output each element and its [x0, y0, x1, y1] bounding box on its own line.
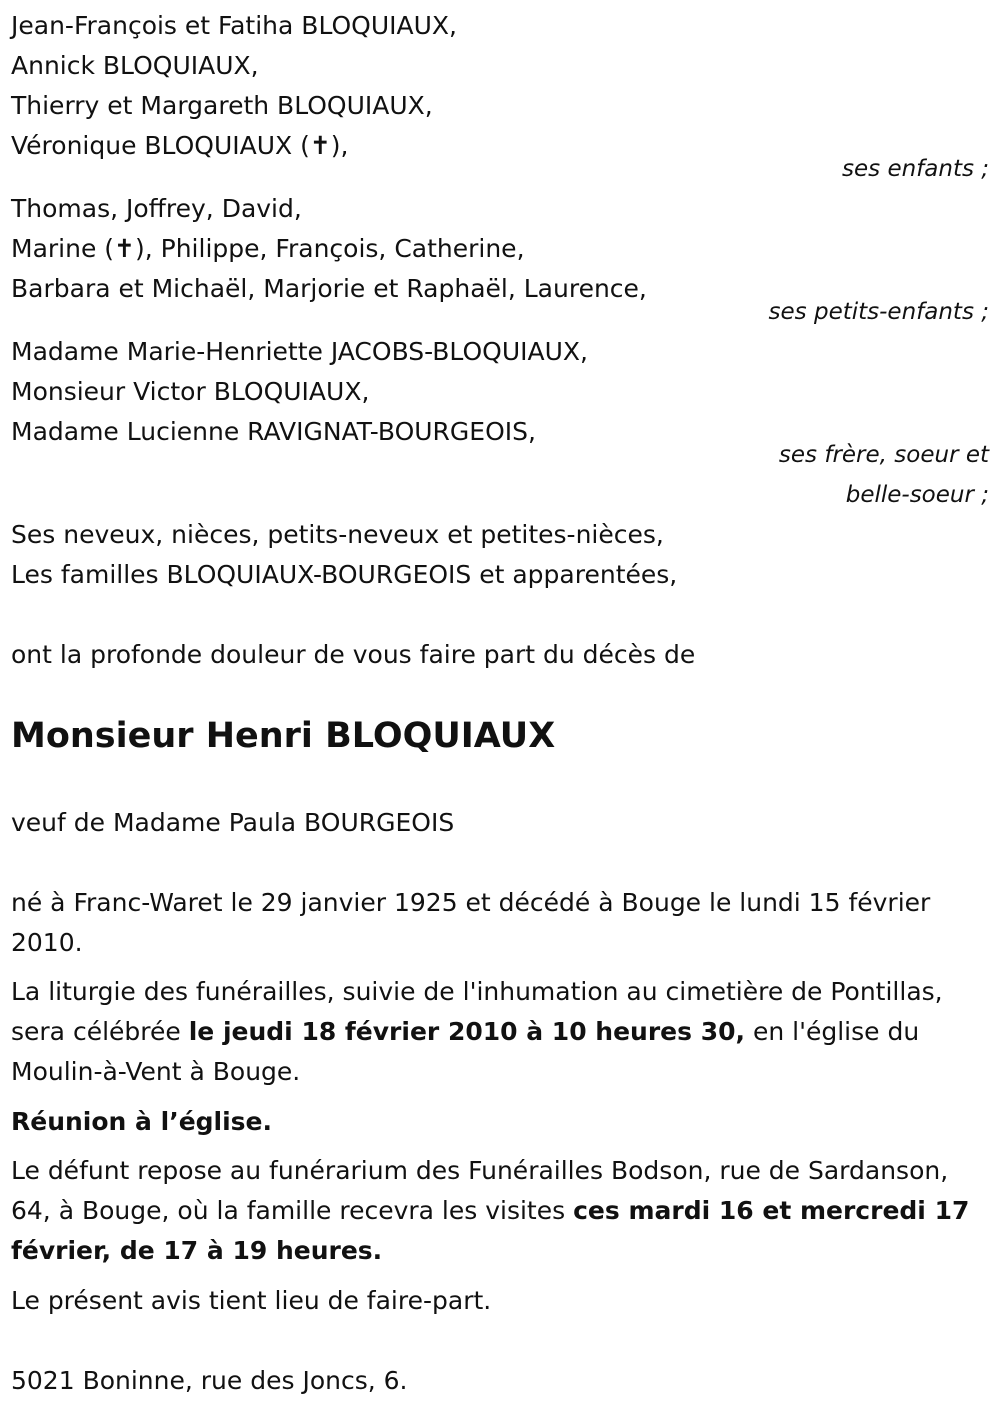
- birth-death-paragraph: né à Franc-Waret le 29 janvier 1925 et décédé à Bouge le lundi 15 février 2010.: [11, 888, 931, 957]
- sibling-line: Monsieur Victor BLOQUIAUX,: [11, 377, 370, 406]
- sibling-line: Madame Lucienne RAVIGNAT-BOURGEOIS,: [11, 417, 536, 446]
- liturgy-text: La liturgie des funérailles, suivie de l'inhumation au cimetière de Pontillas, sera célébrée: [11, 977, 943, 1046]
- siblings-role-line2: belle-soeur ;: [845, 482, 989, 508]
- grandchildren-role: ses petits-enfants ;: [768, 299, 989, 325]
- widower-of: veuf de Madame Paula BOURGEOIS: [11, 808, 455, 837]
- grandchild-line: Barbara et Michaël, Marjorie et Raphaël, Laurence,: [11, 274, 647, 303]
- liturgy-date: le jeudi 18 février 2010 à 10 heures 30,: [188, 1017, 746, 1046]
- child-line: Jean-François et Fatiha BLOQUIAUX,: [11, 11, 457, 40]
- visits-text: Le défunt repose au funérarium des Funérailles Bodson, rue de Sardanson, 64, à Bouge, où la famille recevra les visites: [11, 1156, 949, 1225]
- liturgy-paragraph: [11, 972, 989, 1092]
- child-line: Thierry et Margareth BLOQUIAUX,: [11, 91, 433, 120]
- meeting-note: Réunion à l’église.: [11, 1107, 273, 1136]
- address: 5021 Boninne, rue des Joncs, 6.: [11, 1366, 408, 1395]
- child-line: Véronique BLOQUIAUX (✝),: [11, 131, 349, 160]
- children-role: ses enfants ;: [842, 156, 989, 182]
- grandchild-line: Marine (✝), Philippe, François, Catherine,: [11, 234, 525, 263]
- notice: Le présent avis tient lieu de faire-part.: [11, 1286, 492, 1315]
- siblings-role-line1: ses frère, soeur et: [778, 442, 989, 468]
- announcement: ont la profonde douleur de vous faire part du décès de: [11, 640, 696, 669]
- deceased-name: Monsieur Henri BLOQUIAUX: [11, 716, 556, 756]
- visits-schedule: ces mardi 16 et mercredi 17 février, de 17 à 19 heures.: [11, 1196, 970, 1265]
- extended-family-line: Ses neveux, nièces, petits-neveux et petites-nièces,: [11, 520, 664, 549]
- visits-paragraph: [11, 1151, 989, 1271]
- grandchild-line: Thomas, Joffrey, David,: [11, 194, 302, 223]
- liturgy-location: en l'église du Moulin-à-Vent à Bouge.: [11, 1017, 920, 1086]
- child-line: Annick BLOQUIAUX,: [11, 51, 259, 80]
- sibling-line: Madame Marie-Henriette JACOBS-BLOQUIAUX,: [11, 337, 588, 366]
- extended-family-line: Les familles BLOQUIAUX-BOURGEOIS et apparentées,: [11, 560, 678, 589]
